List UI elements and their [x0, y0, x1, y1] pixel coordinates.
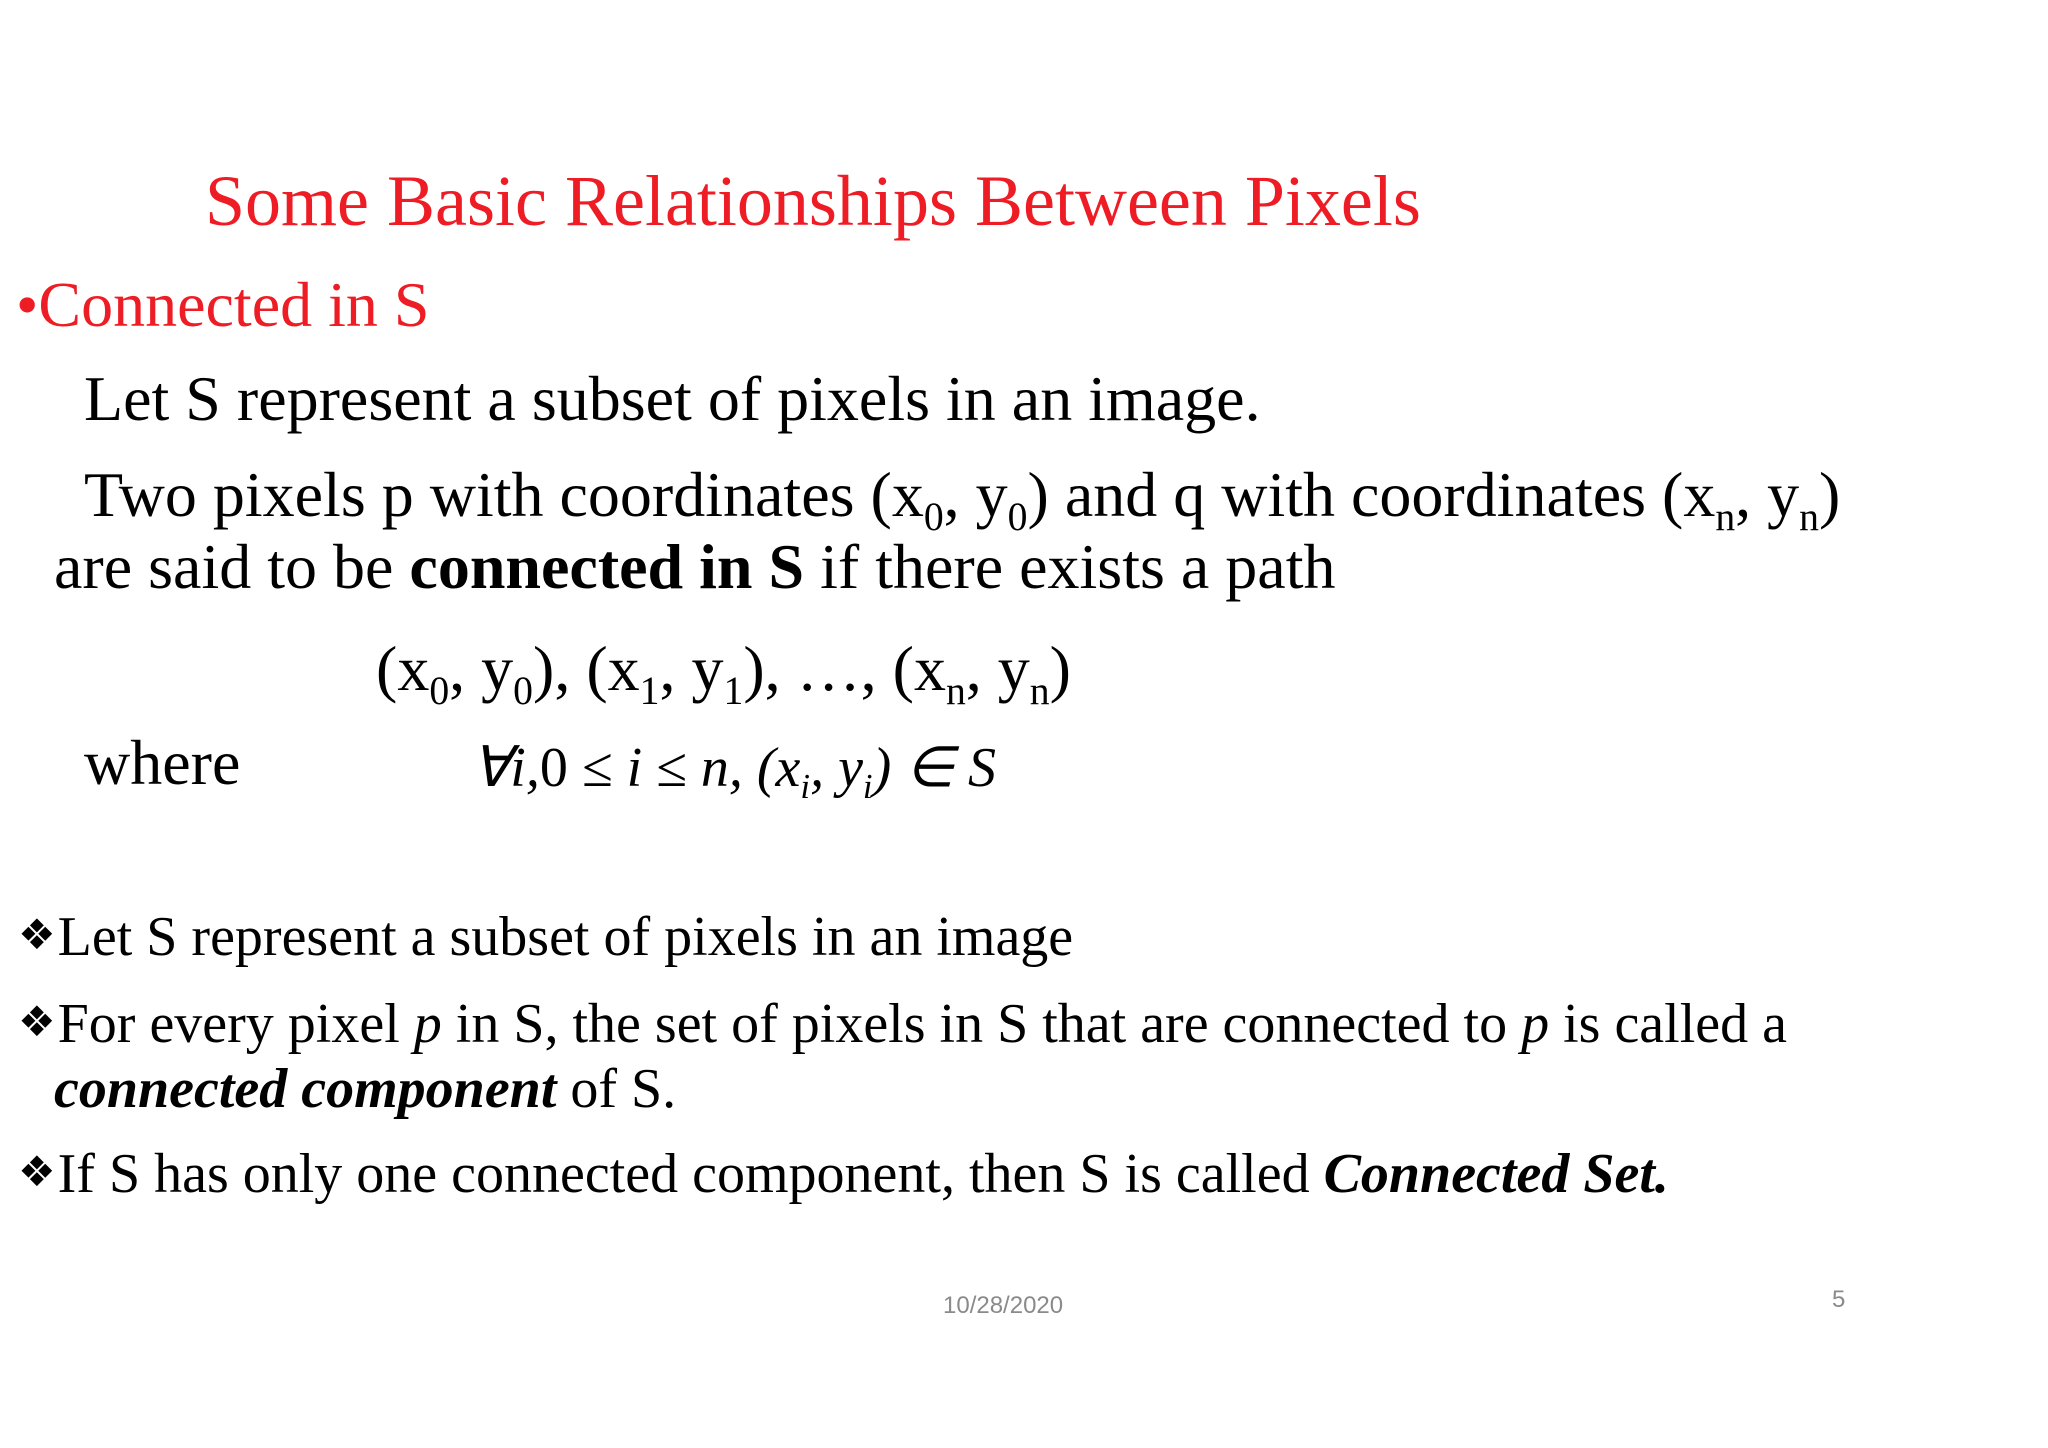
definition-line-3: are said to be connected in S if there exists a path — [54, 531, 1336, 602]
bullet-heading — [16, 268, 429, 342]
slide-title: Some Basic Relationships Between Pixels — [205, 161, 1421, 241]
definition-line-2: Two pixels p with coordinates ($x_0$, $y_0$) and q with coordinates ($x_n$, $y_n$) — [84, 459, 1841, 539]
path-expression: ($x_0$, $y_0$), ($x_1$, $y_1$), …, ($x_n$, $y_n$) — [376, 633, 1071, 713]
bullet-heading-text: Connected in S — [38, 269, 430, 340]
point-2-continuation: connected component of S. — [54, 1058, 677, 1120]
connected-in-s-term: connected in S — [409, 531, 805, 602]
definition-line-1: Let S represent a subset of pixels in an image. — [84, 363, 1261, 434]
point-2: ❖For every pixel p in S, the set of pixels in S that are connected to p is called a — [18, 993, 1787, 1055]
connected-component-term: connected component — [54, 1058, 557, 1120]
point-1: ❖Let S represent a subset of pixels in an image — [18, 906, 1074, 968]
footer-date: 10/28/2020 — [943, 1292, 1064, 1319]
condition-formula: ∀i,0 ≤ i ≤ n, ($x_i$, $y_i$) ∈ S — [472, 737, 997, 807]
diamond-bullet-icon: ❖ — [18, 910, 56, 959]
connected-set-term: Connected Set. — [1323, 1143, 1669, 1205]
slide-number: 5 — [1832, 1286, 1846, 1313]
diamond-bullet-icon: ❖ — [18, 1147, 56, 1196]
point-3: ❖If S has only one connected component, then S is called Connected Set. — [18, 1143, 1669, 1205]
where-label: where — [84, 727, 241, 798]
bullet-dot: • — [16, 269, 39, 340]
diamond-bullet-icon: ❖ — [18, 997, 56, 1046]
